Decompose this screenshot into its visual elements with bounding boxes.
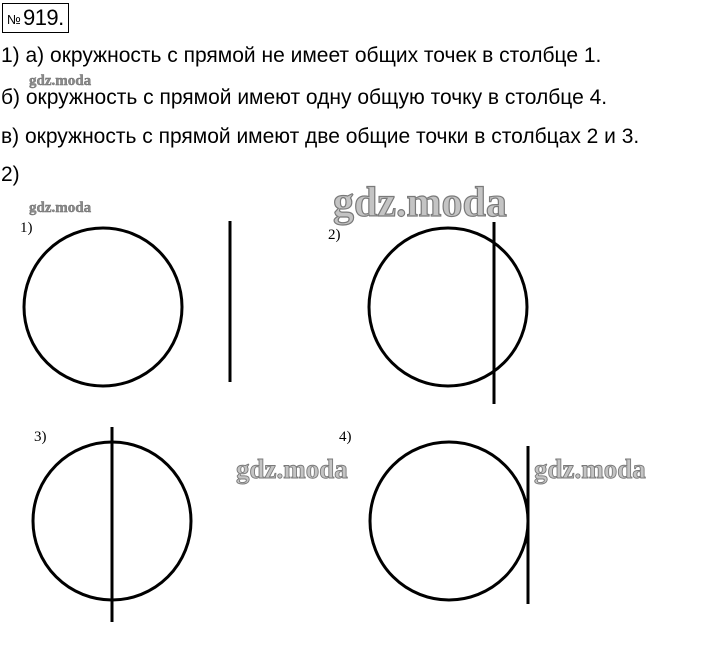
figure-2-circle bbox=[369, 228, 527, 386]
figure-3-label: 3) bbox=[34, 429, 47, 445]
answer-line-b: б) окружность с прямой имеют одну общую точку в столбце 4. bbox=[1, 86, 608, 109]
watermark-large: gdz.moda bbox=[333, 180, 507, 226]
watermark-top-small: gdz.moda bbox=[29, 73, 92, 89]
figure-1-circle bbox=[24, 228, 182, 386]
watermark-middle: gdz.moda bbox=[236, 454, 348, 484]
number-sign: № bbox=[7, 11, 21, 27]
part-2-label: 2) bbox=[1, 163, 20, 186]
figure-2-label: 2) bbox=[328, 227, 341, 243]
watermark-figure1: gdz.moda bbox=[29, 200, 92, 216]
figure-4-label: 4) bbox=[339, 429, 352, 445]
answer-line-a: 1) а) окружность с прямой не имеет общих точек в столбце 1. bbox=[1, 44, 602, 67]
figure-4-circle bbox=[370, 442, 528, 600]
answer-line-c: в) окружность с прямой имеют две общие точки в столбцах 2 и 3. bbox=[1, 125, 640, 148]
watermark-right: gdz.moda bbox=[534, 454, 646, 484]
figure-1-label: 1) bbox=[20, 220, 33, 236]
problem-number: 919. bbox=[22, 5, 64, 30]
